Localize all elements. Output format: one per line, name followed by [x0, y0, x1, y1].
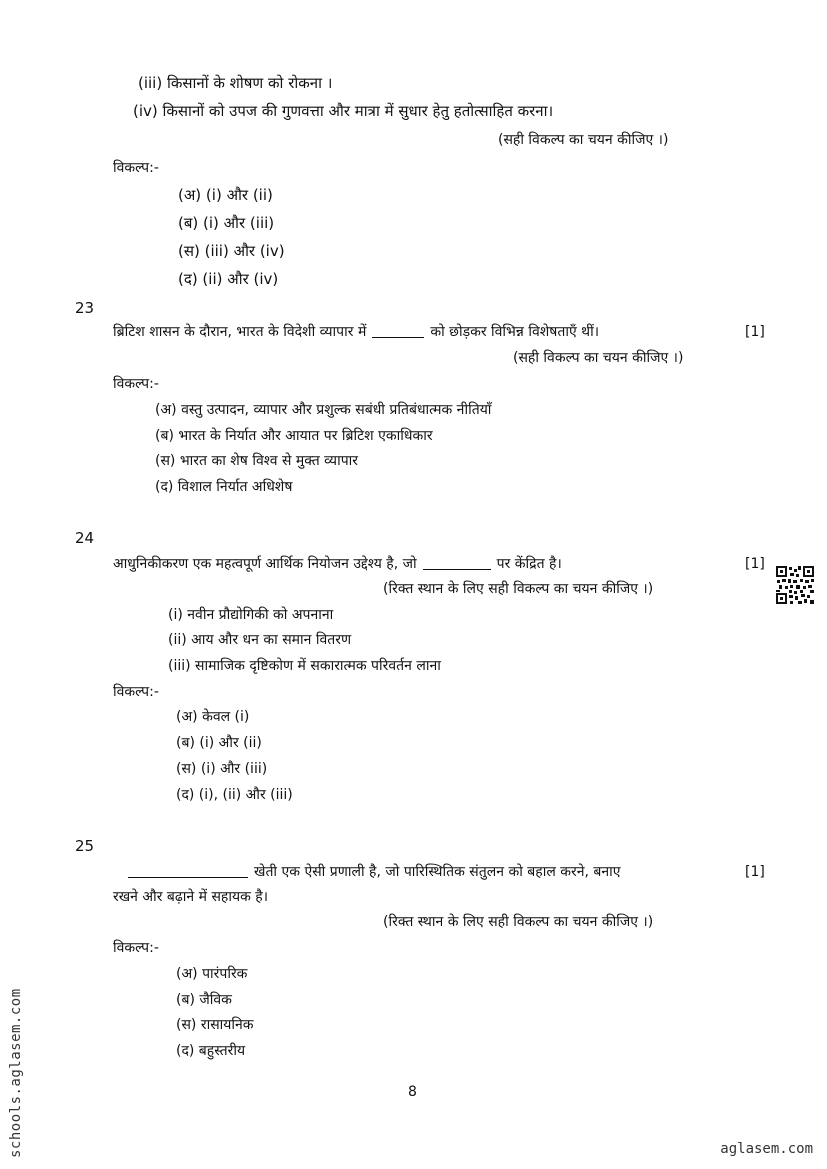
q25-number: 25: [75, 837, 95, 855]
q25-blank: [128, 877, 248, 878]
q22-options-label: विकल्प:-: [113, 160, 159, 176]
q25-marks: [1]: [745, 864, 765, 880]
q24-options-label: विकल्प:-: [113, 684, 159, 700]
q25-options-label: विकल्प:-: [113, 940, 159, 956]
q23-option-c: (स) भारत का शेष विश्व से मुक्त व्यापार: [155, 453, 359, 469]
q25-option-a: (अ) पारंपरिक: [176, 966, 248, 982]
q23-option-d: (द) विशाल निर्यात अधिशेष: [155, 479, 293, 495]
q24-statement-ii: (ii) आय और धन का समान वितरण: [168, 632, 352, 648]
q23-instruction: (सही विकल्प का चयन कीजिए ।): [513, 350, 684, 366]
q25-question-line2: रखने और बढ़ाने में सहायक है।: [113, 889, 269, 905]
q22-option-b: (ब) (i) और (iii): [178, 214, 275, 232]
q22-option-d: (द) (ii) और (iv): [178, 270, 279, 288]
q23-text-after: को छोड़कर विभिन्न विशेषताएँ थीं।: [430, 324, 600, 340]
q23-marks: [1]: [745, 324, 765, 340]
qr-code: [776, 566, 814, 604]
q22-option-c: (स) (iii) और (iv): [178, 242, 285, 260]
q24-option-d: (द) (i), (ii) और (iii): [176, 787, 293, 803]
q22-instruction: (सही विकल्प का चयन कीजिए ।): [498, 132, 669, 148]
q25-option-c: (स) रासायनिक: [176, 1017, 254, 1033]
q24-number: 24: [75, 529, 95, 547]
q24-option-a: (अ) केवल (i): [176, 709, 250, 725]
q24-option-c: (स) (i) और (iii): [176, 761, 268, 777]
q23-text-before: ब्रिटिश शासन के दौरान, भारत के विदेशी व्यापार में: [113, 324, 367, 340]
q22-statement-iv: (iv) किसानों को उपज की गुणवत्ता और मात्रा में सुधार हेतु हतोत्साहित करना।: [133, 102, 554, 120]
footer-watermark: aglasem.com: [720, 1141, 813, 1157]
q23-blank: [372, 337, 424, 338]
q25-option-d: (द) बहुस्तरीय: [176, 1043, 246, 1059]
q25-instruction: (रिक्त स्थान के लिए सही विकल्प का चयन कीजिए ।): [383, 914, 654, 930]
q24-text-after: पर केंद्रित है।: [496, 556, 562, 572]
side-watermark: schools.aglasem.com: [8, 988, 24, 1158]
q24-instruction: (रिक्त स्थान के लिए सही विकल्प का चयन कीजिए ।): [383, 581, 654, 597]
q23-question: [113, 323, 599, 341]
q22-statement-iii: (iii) किसानों के शोषण को रोकना ।: [138, 74, 333, 92]
q25-option-b: (ब) जैविक: [176, 992, 232, 1008]
q23-option-b: (ब) भारत के निर्यात और आयात पर ब्रिटिश एकाधिकार: [155, 428, 433, 444]
q22-option-a: (अ) (i) और (ii): [178, 186, 273, 204]
q24-question: [113, 555, 562, 573]
q23-options-label: विकल्प:-: [113, 376, 159, 392]
page-number: 8: [408, 1084, 417, 1100]
q24-text-before: आधुनिकीकरण एक महत्वपूर्ण आर्थिक नियोजन उद्देश्य है, जो: [113, 556, 417, 572]
q24-option-b: (ब) (i) और (ii): [176, 735, 262, 751]
q24-blank: [423, 569, 491, 570]
q24-statement-i: (i) नवीन प्रौद्योगिकी को अपनाना: [168, 607, 334, 623]
q25-question-line1: [128, 863, 621, 881]
q23-option-a: (अ) वस्तु उत्पादन, व्यापार और प्रशुल्क सबंधी प्रतिबंधात्मक नीतियाँ: [155, 402, 492, 418]
q25-text-line1: खेती एक ऐसी प्रणाली है, जो पारिस्थितिक संतुलन को बहाल करने, बनाए: [254, 864, 621, 880]
q23-number: 23: [75, 299, 95, 317]
q24-marks: [1]: [745, 556, 765, 572]
q24-statement-iii: (iii) सामाजिक दृष्टिकोण में सकारात्मक परिवर्तन लाना: [168, 658, 441, 674]
